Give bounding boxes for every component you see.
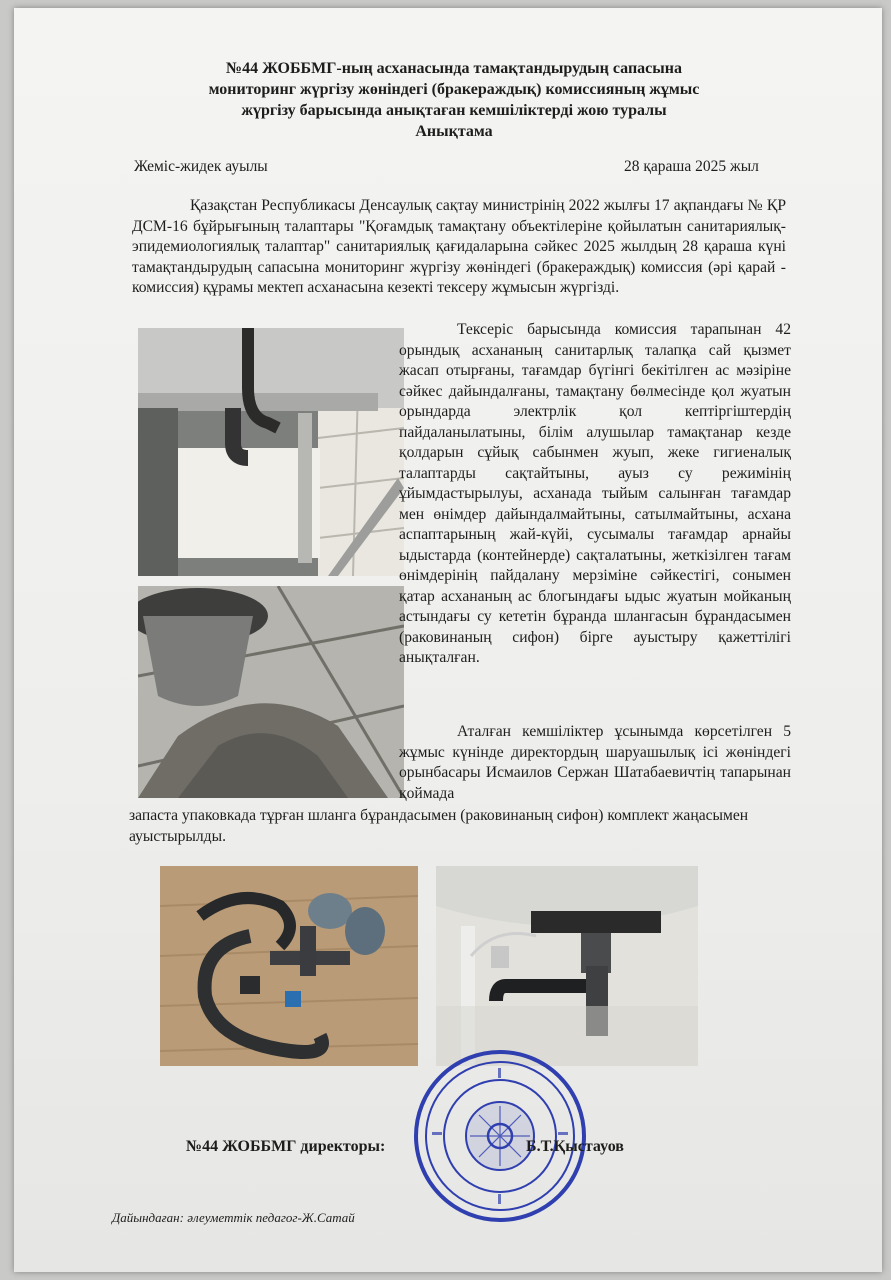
signature-block: [186, 1138, 666, 1156]
paragraph-remediation-end: запаста упаковкада тұрған шланга бұрандасымен (раковинаның сифон) комплект жаңасымен ауыстырылды.: [129, 807, 749, 845]
title-line-1: №44 ЖОББМГ-ның асханасында тамақтандырудың сапасына: [226, 60, 682, 77]
photo-new-siphon-kit: [160, 866, 418, 1066]
document-title: [154, 58, 754, 142]
title-line-3: жүргізу барысында анықтаған кемшіліктерді жою туралы: [241, 102, 667, 119]
official-seal: [412, 1048, 588, 1224]
place-label: Жеміс-жидек ауылы: [134, 158, 268, 175]
director-label: №44 ЖОББМГ директоры:: [186, 1138, 386, 1155]
photo-installed-siphon: [436, 866, 698, 1066]
photo-sink-drain-before: [138, 328, 404, 576]
date-label: 28 қараша 2025 жыл: [624, 158, 759, 175]
prepared-by-note: Дайындаған: әлеуметтік педагог-Ж.Сатай: [112, 1210, 355, 1225]
paragraph-intro: Қазақстан Республикасы Денсаулық сақтау министрінің 2022 жылғы 17 ақпандағы № ҚР ДСМ-16 бұйрығының талаптары "Қоғамдық тамақтану объектілеріне қойылатын санитариялық-эпидемиологиялық талаптар" санитариялық қағидаларына сәйкес 2025 жылдың 28 қараша күні тамақтандырудың сапасына мониторинг жүргізу жөніндегі (бракераждық) комиссия (әрі қарай - комиссия) құрамы мектеп асханасына кезекті тексеру жұмысын жүргізді.: [132, 197, 786, 296]
title-line-4: Анықтама: [415, 123, 493, 140]
paragraph-remediation: Аталған кемшіліктер ұсынымда көрсетілген 5 жұмыс күнінде директордың шаруашылық ісі жөніндегі орынбасары Исмаилов Сержан Шатабаевичтің тапарынан қоймада: [399, 723, 791, 802]
paragraph-inspection-findings: Тексеріс барысында комиссия тарапынан 42 орындық асхананың санитарлық талапқа сай қызмет жасап отырғаны, тағамдар бүгінгі бекітілген ас мәзіріне сәйкес дайындалғаны, тамақтану бөлмесінде қол жуатын орындарда электрлік қол кептіргіштердің пайдаланылатыны, білім алушылар тамақтанар кезде қолдарын сұйық сабынмен жуып, жеке гигиеналық талаптарды сақтайтыны, ауыз су режимінің ұйымдастырылуы, асханада тыйым салынған тағамдар мен өнімдер дайындалмайтыны, сатылмайтыны, асхана аспаптарының жай-күйі, сусымалы тағамдар арнайы ыдыстарда (контейнерде) сақталатыны, жеткізілген тағам өнімдерінің пайдалану мерзіміне сәйкестігі, сонымен қатар асхананың ас блогындағы ыдыс жуатын мойканың астындағы су кететін бұранда шлангасын бұрандасымен (раковинаның сифон) бірге ауыстыру қажеттілігі анықталған.: [399, 321, 791, 666]
title-line-2: мониторинг жүргізу жөніндегі (бракераждық) комиссияның жұмыс: [208, 81, 700, 98]
photo-bucket-and-floor: [138, 586, 404, 798]
document-page: [14, 8, 882, 1272]
director-name: Б.Т.Қыстауов: [526, 1138, 624, 1155]
